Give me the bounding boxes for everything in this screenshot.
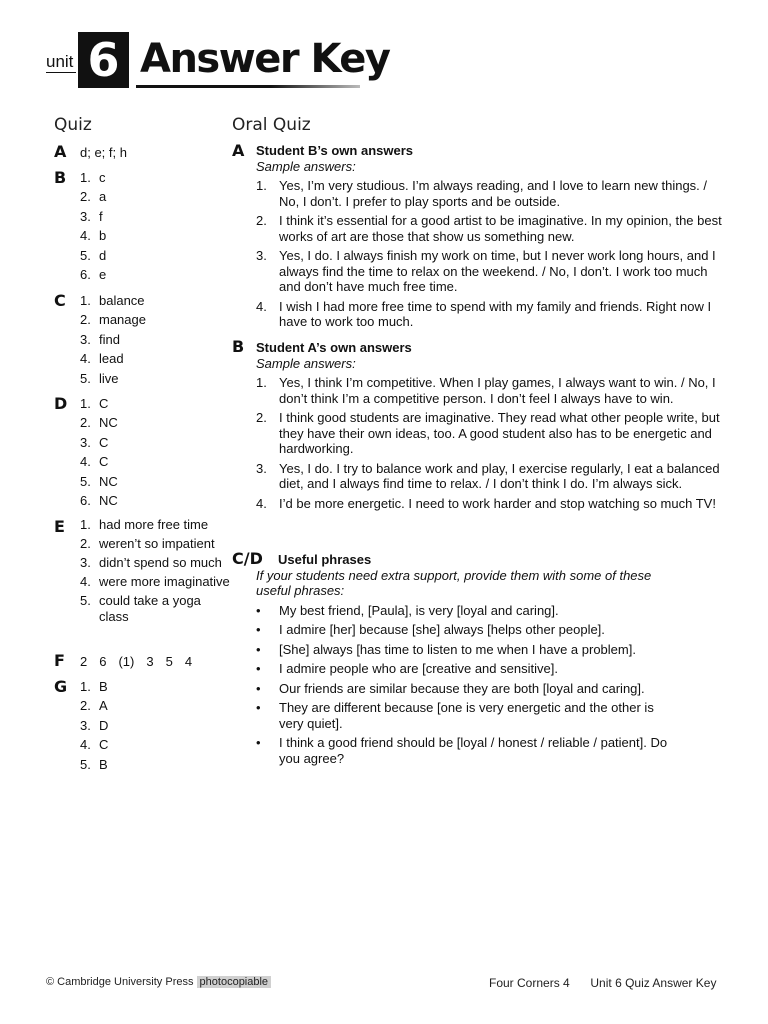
- oral-section-b-letter: B: [232, 337, 245, 356]
- list-item: [256, 410, 726, 457]
- item-number: 4.: [80, 351, 91, 367]
- list-item: [80, 452, 118, 471]
- list-item: [80, 677, 108, 696]
- item-number: 1.: [80, 679, 91, 694]
- quiz-section-c-list: [80, 291, 146, 388]
- list-item: [80, 536, 230, 552]
- item-text: [She] always [has time to listen to me when I have a problem].: [279, 641, 636, 657]
- list-item: [80, 226, 106, 245]
- list-item: [80, 187, 106, 206]
- quiz-section-e-list: [80, 517, 230, 628]
- item-text: B: [99, 756, 108, 772]
- item-text: I think good students are imaginative. They read what other people write, but they have their own ideas, too. A good student also has to be energetic and hardworking.: [279, 410, 720, 456]
- item-text: c: [99, 170, 106, 185]
- list-item: [80, 369, 146, 388]
- oral-section-b: [256, 340, 726, 511]
- oral-section-cd-letter: C/D: [232, 549, 263, 568]
- oral-section-a-subtitle: Sample answers:: [256, 158, 356, 174]
- item-text: Yes, I’m very studious. I’m always reading, and I love to learn new things. / No, I don’t. I prefer to play sports and be outside.: [279, 178, 708, 209]
- bullet-marker: •: [256, 641, 261, 657]
- quiz-section-a-answer: d; e; f; h: [80, 145, 127, 160]
- item-text: Our friends are similar because they are both [loyal and caring].: [279, 680, 645, 696]
- list-item: [80, 433, 118, 452]
- oral-quiz-heading: Oral Quiz: [232, 115, 311, 135]
- list-item: [80, 716, 108, 735]
- list-item: [80, 207, 106, 226]
- item-number: 4.: [80, 228, 91, 244]
- list-item: [80, 574, 230, 590]
- quiz-section-b-list: [80, 168, 106, 284]
- list-item: [80, 246, 106, 265]
- quiz-section-e-letter: E: [54, 517, 65, 536]
- quiz-section-g-list: [80, 677, 108, 774]
- footer-right: [489, 976, 716, 990]
- page-title: Answer Key: [140, 36, 390, 82]
- item-text: a: [99, 189, 107, 205]
- oral-section-cd-subtitle: If your students need extra support, provide them with some of these useful phrases:: [256, 567, 652, 598]
- item-number: 3.: [80, 208, 91, 224]
- list-item: [80, 696, 108, 715]
- quiz-section-g-letter: G: [54, 677, 68, 696]
- order-item: 5: [165, 654, 173, 669]
- item-text: They are different because [one is very energetic and the other is very quiet].: [279, 700, 654, 731]
- bullet-marker: •: [256, 602, 261, 618]
- item-number: 2.: [80, 312, 91, 328]
- unit-label: unit: [46, 52, 74, 71]
- list-item: [80, 265, 106, 284]
- item-number: 4.: [256, 495, 267, 511]
- item-text: C: [99, 454, 109, 470]
- footer-copyright: © Cambridge University Press: [46, 976, 194, 988]
- item-text: I think it’s essential for a good artist to be imaginative. In my opinion, the best works of art are those that show us something new.: [279, 213, 722, 244]
- item-number: 5.: [80, 473, 91, 489]
- item-text: NC: [99, 493, 118, 509]
- list-item: [80, 593, 230, 625]
- item-number: 2.: [80, 415, 91, 431]
- order-item: (1): [118, 654, 135, 669]
- list-item: [256, 496, 726, 512]
- footer-photocopiable-badge: photocopiable: [197, 976, 272, 988]
- item-text: find: [99, 331, 120, 347]
- footer-page-label: Unit 6 Quiz Answer Key: [590, 976, 717, 990]
- footer-left: [46, 976, 271, 988]
- bullet-marker: •: [256, 622, 261, 637]
- bullet-marker: •: [256, 735, 261, 750]
- oral-section-a-list: [256, 178, 726, 330]
- item-text: I admire [her] because [she] always [helps other people].: [279, 622, 605, 637]
- item-number: 3.: [256, 248, 267, 263]
- item-text: NC: [99, 473, 118, 489]
- item-text: I wish I had more free time to spend with my family and friends. Right now I have to work too much.: [279, 298, 712, 329]
- item-text: weren’t so impatient: [99, 536, 215, 551]
- list-item: [80, 735, 108, 754]
- item-number: 2.: [80, 189, 91, 205]
- item-text: had more free time: [99, 517, 209, 532]
- item-text: C: [99, 737, 109, 753]
- item-number: 4.: [256, 298, 267, 314]
- item-text: A: [99, 698, 108, 714]
- order-item: 6: [99, 654, 107, 669]
- item-text: d: [99, 247, 107, 263]
- oral-section-a-letter: A: [232, 141, 245, 160]
- item-number: 1.: [80, 396, 91, 411]
- item-number: 4.: [80, 737, 91, 753]
- item-text: Yes, I do. I always finish my work on time, but I never work long hours, and I always find the time to relax on the weekend. / No, I don’t. I work too much and don’t have much free time.: [279, 248, 716, 294]
- item-text: C: [99, 396, 109, 411]
- item-text: NC: [99, 415, 118, 431]
- bullet-item: [256, 622, 676, 638]
- item-number: 1.: [80, 293, 91, 308]
- item-number: 2.: [80, 536, 91, 551]
- oral-section-a: [256, 143, 726, 330]
- quiz-section-c-letter: C: [54, 291, 66, 310]
- quiz-section-b-letter: B: [54, 168, 67, 187]
- item-number: 4.: [80, 574, 91, 589]
- list-item: [256, 248, 726, 295]
- list-item: [256, 213, 726, 244]
- bullet-marker: •: [256, 661, 261, 676]
- bullet-item: [256, 642, 676, 658]
- bullet-item: [256, 661, 676, 677]
- quiz-section-f-letter: F: [54, 651, 65, 670]
- item-text: f: [99, 208, 103, 224]
- oral-section-b-subtitle: Sample answers:: [256, 355, 356, 371]
- item-number: 2.: [256, 410, 267, 425]
- item-text: I admire people who are [creative and sensitive].: [279, 661, 558, 676]
- oral-section-cd-title: Useful phrases: [278, 552, 372, 567]
- item-text: balance: [99, 293, 145, 308]
- list-item: [80, 310, 146, 329]
- unit-number: 6: [78, 32, 129, 88]
- item-number: 4.: [80, 454, 91, 470]
- list-item: [80, 349, 146, 368]
- item-number: 6.: [80, 493, 91, 509]
- item-text: could take a yoga class: [99, 593, 201, 624]
- item-number: 5.: [80, 756, 91, 772]
- item-number: 5.: [80, 247, 91, 263]
- item-text: e: [99, 267, 107, 283]
- item-number: 5.: [80, 370, 91, 386]
- item-number: 1.: [256, 178, 267, 193]
- item-number: 2.: [256, 213, 267, 228]
- oral-section-a-title: Student B’s own answers: [256, 143, 413, 158]
- order-item: 2: [80, 654, 88, 669]
- item-text: D: [99, 717, 109, 733]
- list-item: [80, 413, 118, 432]
- oral-section-b-list: [256, 375, 726, 511]
- quiz-section-a-letter: A: [54, 142, 67, 161]
- item-number: 1.: [80, 517, 91, 532]
- bullet-marker: •: [256, 700, 261, 715]
- oral-section-b-title: Student A’s own answers: [256, 340, 412, 355]
- item-number: 3.: [256, 460, 267, 476]
- list-item: [256, 375, 726, 406]
- item-number: 2.: [80, 698, 91, 714]
- quiz-section-f-order: [80, 654, 192, 669]
- list-item: [256, 461, 726, 492]
- bullet-marker: •: [256, 680, 261, 696]
- item-text: My best friend, [Paula], is very [loyal and caring].: [279, 602, 559, 618]
- list-item: [256, 299, 726, 330]
- list-item: [80, 491, 118, 510]
- list-item: [80, 168, 106, 187]
- list-item: [80, 394, 118, 413]
- oral-section-cd-bullets: [256, 603, 676, 767]
- item-number: 3.: [80, 331, 91, 347]
- item-text: Yes, I do. I try to balance work and play, I exercise regularly, I eat a balanced diet, and I always find time to relax. / I don’t think I do. I’m always sick.: [279, 460, 720, 491]
- list-item: [256, 178, 726, 209]
- item-text: Yes, I think I’m competitive. When I play games, I always want to win. / No, I don’t think I’m a competitive person. I don’t feel I always have to win.: [279, 375, 716, 406]
- item-text: B: [99, 679, 108, 694]
- item-text: didn’t spend so much: [99, 555, 222, 570]
- bullet-item: [256, 603, 676, 619]
- quiz-section-d-letter: D: [54, 394, 68, 413]
- bullet-item: [256, 735, 676, 766]
- item-text: C: [99, 434, 109, 450]
- bullet-item: [256, 681, 676, 697]
- item-text: manage: [99, 312, 146, 328]
- item-text: I’d be more energetic. I need to work harder and stop watching so much TV!: [279, 495, 716, 511]
- oral-section-cd: [256, 552, 676, 766]
- list-item: [80, 472, 118, 491]
- item-number: 3.: [80, 434, 91, 450]
- quiz-heading: Quiz: [54, 115, 92, 135]
- item-text: lead: [99, 351, 124, 367]
- item-number: 1.: [256, 375, 267, 390]
- order-item: 3: [146, 654, 154, 669]
- item-number: 3.: [80, 717, 91, 733]
- list-item: [80, 555, 230, 571]
- item-number: 6.: [80, 267, 91, 283]
- footer-book-title: Four Corners 4: [489, 976, 570, 990]
- list-item: [80, 291, 146, 310]
- item-text: b: [99, 228, 107, 244]
- item-text: I think a good friend should be [loyal / honest / reliable / patient]. Do you agree?: [279, 735, 668, 766]
- order-item: 4: [184, 654, 193, 669]
- quiz-section-d-list: [80, 394, 118, 510]
- bullet-item: [256, 700, 676, 731]
- item-text: were more imaginative: [99, 574, 230, 589]
- list-item: [80, 517, 230, 533]
- list-item: [80, 755, 108, 774]
- item-number: 1.: [80, 170, 91, 185]
- list-item: [80, 330, 146, 349]
- item-number: 3.: [80, 555, 91, 570]
- item-number: 5.: [80, 593, 91, 608]
- item-text: live: [99, 370, 119, 386]
- unit-underline: [46, 72, 76, 73]
- title-rule: [136, 85, 360, 88]
